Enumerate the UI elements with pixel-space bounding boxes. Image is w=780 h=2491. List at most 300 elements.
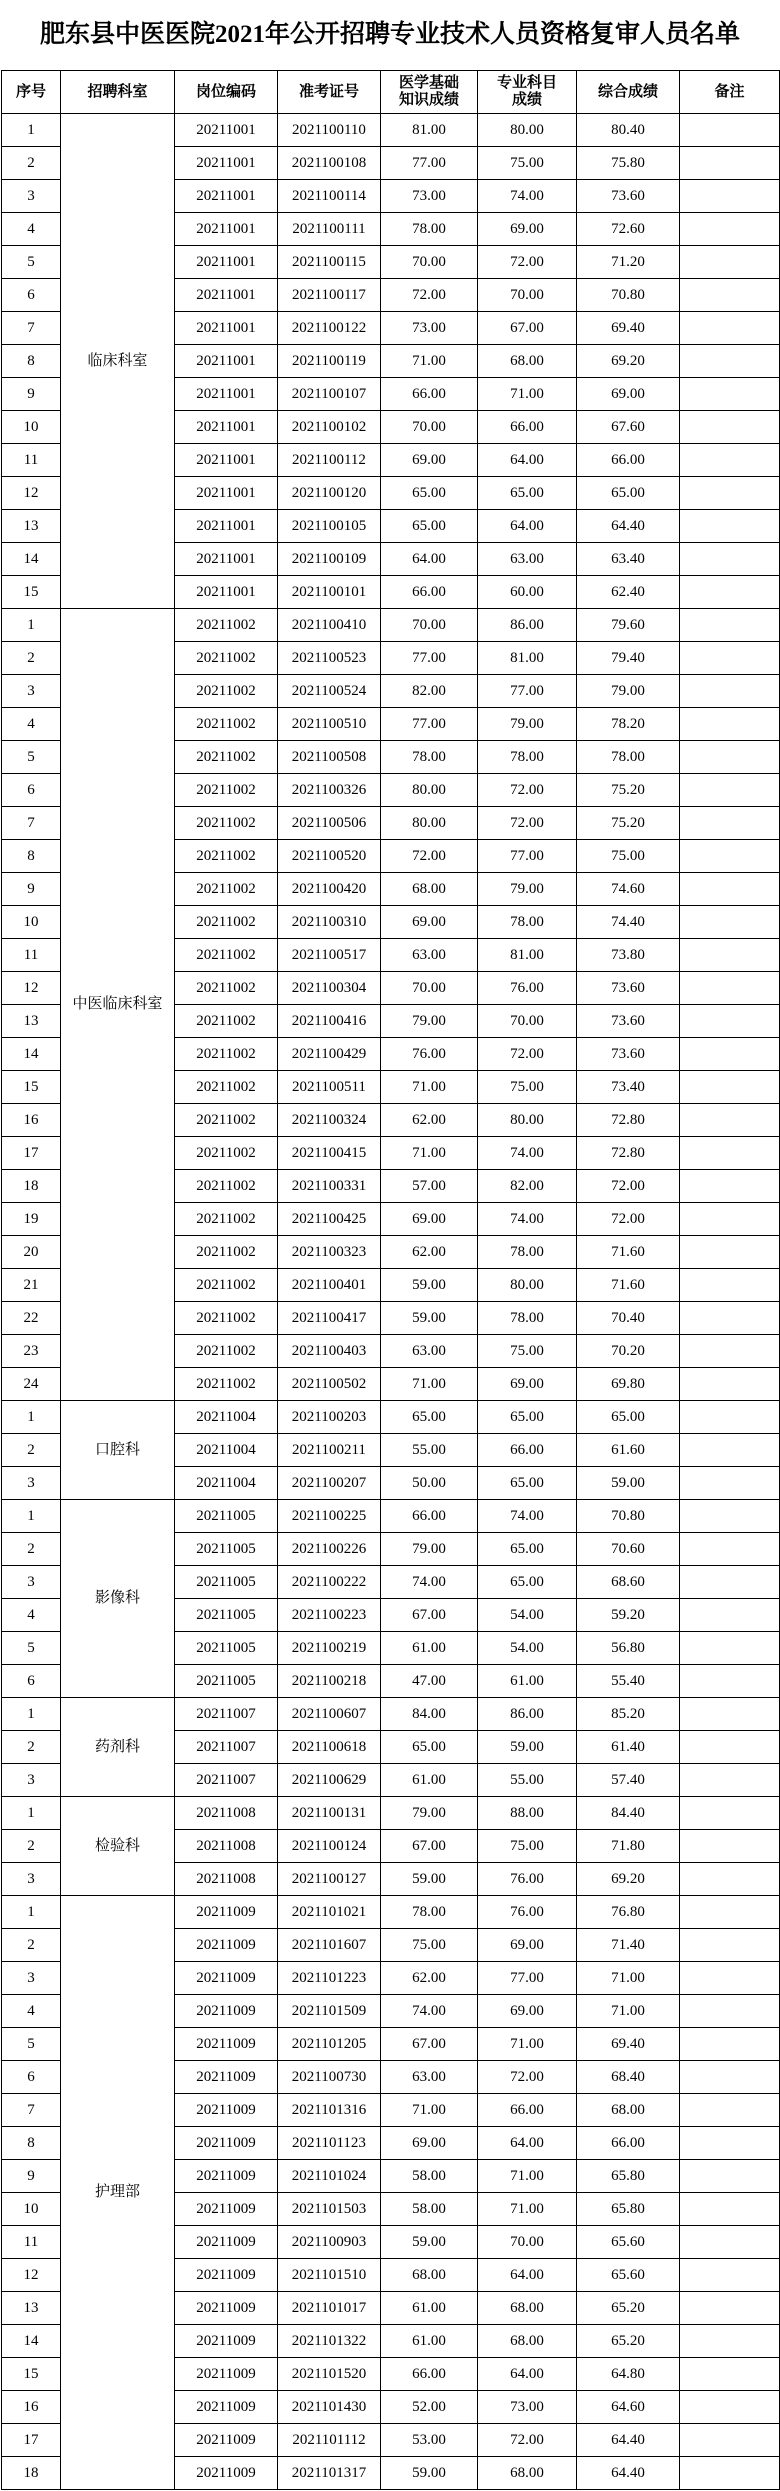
cell-major-score: 74.00 bbox=[478, 1500, 577, 1533]
cell-post-code: 20211009 bbox=[175, 2424, 278, 2457]
cell-exam-number: 2021100124 bbox=[278, 1830, 381, 1863]
cell-index: 22 bbox=[2, 1302, 61, 1335]
cell-remark bbox=[680, 2391, 780, 2424]
cell-exam-number: 2021101322 bbox=[278, 2325, 381, 2358]
cell-post-code: 20211009 bbox=[175, 2160, 278, 2193]
cell-major-score: 69.00 bbox=[478, 1368, 577, 1401]
cell-exam-number: 2021100523 bbox=[278, 642, 381, 675]
cell-index: 7 bbox=[2, 807, 61, 840]
cell-index: 19 bbox=[2, 1203, 61, 1236]
cell-total-score: 84.40 bbox=[577, 1797, 680, 1830]
cell-basic-score: 79.00 bbox=[381, 1533, 478, 1566]
cell-major-score: 72.00 bbox=[478, 2061, 577, 2094]
cell-basic-score: 61.00 bbox=[381, 2325, 478, 2358]
cell-index: 2 bbox=[2, 1533, 61, 1566]
cell-major-score: 69.00 bbox=[478, 1929, 577, 1962]
cell-index: 6 bbox=[2, 774, 61, 807]
cell-total-score: 69.20 bbox=[577, 1863, 680, 1896]
cell-remark bbox=[680, 1764, 780, 1797]
cell-index: 2 bbox=[2, 147, 61, 180]
cell-basic-score: 67.00 bbox=[381, 2028, 478, 2061]
cell-remark bbox=[680, 1038, 780, 1071]
cell-index: 3 bbox=[2, 675, 61, 708]
cell-remark bbox=[680, 906, 780, 939]
cell-exam-number: 2021100219 bbox=[278, 1632, 381, 1665]
cell-major-score: 72.00 bbox=[478, 807, 577, 840]
cell-remark bbox=[680, 741, 780, 774]
cell-post-code: 20211009 bbox=[175, 2325, 278, 2358]
cell-major-score: 73.00 bbox=[478, 2391, 577, 2424]
cell-basic-score: 76.00 bbox=[381, 1038, 478, 1071]
cell-major-score: 81.00 bbox=[478, 939, 577, 972]
cell-basic-score: 71.00 bbox=[381, 1137, 478, 1170]
cell-major-score: 68.00 bbox=[478, 2325, 577, 2358]
cell-total-score: 67.60 bbox=[577, 411, 680, 444]
cell-basic-score: 71.00 bbox=[381, 2094, 478, 2127]
cell-major-score: 64.00 bbox=[478, 2358, 577, 2391]
cell-exam-number: 2021101112 bbox=[278, 2424, 381, 2457]
cell-remark bbox=[680, 2094, 780, 2127]
cell-index: 18 bbox=[2, 1170, 61, 1203]
cell-post-code: 20211002 bbox=[175, 807, 278, 840]
table-row bbox=[2, 1896, 780, 1929]
cell-index: 12 bbox=[2, 2259, 61, 2292]
cell-exam-number: 2021101430 bbox=[278, 2391, 381, 2424]
cell-remark bbox=[680, 1896, 780, 1929]
cell-post-code: 20211002 bbox=[175, 1170, 278, 1203]
cell-index: 13 bbox=[2, 510, 61, 543]
cell-exam-number: 2021100425 bbox=[278, 1203, 381, 1236]
cell-major-score: 76.00 bbox=[478, 1863, 577, 1896]
cell-total-score: 59.20 bbox=[577, 1599, 680, 1632]
cell-major-score: 60.00 bbox=[478, 576, 577, 609]
cell-index: 1 bbox=[2, 1401, 61, 1434]
cell-post-code: 20211007 bbox=[175, 1698, 278, 1731]
cell-index: 4 bbox=[2, 1599, 61, 1632]
cell-total-score: 65.20 bbox=[577, 2325, 680, 2358]
cell-major-score: 78.00 bbox=[478, 1236, 577, 1269]
cell-post-code: 20211009 bbox=[175, 1896, 278, 1929]
cell-total-score: 75.20 bbox=[577, 774, 680, 807]
cell-exam-number: 2021100114 bbox=[278, 180, 381, 213]
col-header-department: 招聘科室 bbox=[61, 71, 175, 114]
cell-major-score: 86.00 bbox=[478, 609, 577, 642]
cell-exam-number: 2021101017 bbox=[278, 2292, 381, 2325]
cell-total-score: 55.40 bbox=[577, 1665, 680, 1698]
cell-total-score: 69.40 bbox=[577, 312, 680, 345]
cell-exam-number: 2021100508 bbox=[278, 741, 381, 774]
cell-total-score: 64.40 bbox=[577, 2457, 680, 2490]
cell-basic-score: 73.00 bbox=[381, 180, 478, 213]
cell-exam-number: 2021100211 bbox=[278, 1434, 381, 1467]
cell-basic-score: 69.00 bbox=[381, 2127, 478, 2160]
cell-post-code: 20211004 bbox=[175, 1401, 278, 1434]
cell-exam-number: 2021100119 bbox=[278, 345, 381, 378]
cell-exam-number: 2021101520 bbox=[278, 2358, 381, 2391]
cell-post-code: 20211009 bbox=[175, 2226, 278, 2259]
col-header-index: 序号 bbox=[2, 71, 61, 114]
cell-exam-number: 2021100506 bbox=[278, 807, 381, 840]
cell-total-score: 62.40 bbox=[577, 576, 680, 609]
cell-remark bbox=[680, 1533, 780, 1566]
cell-total-score: 63.40 bbox=[577, 543, 680, 576]
cell-major-score: 79.00 bbox=[478, 708, 577, 741]
cell-basic-score: 75.00 bbox=[381, 1929, 478, 1962]
cell-major-score: 75.00 bbox=[478, 1335, 577, 1368]
cell-post-code: 20211002 bbox=[175, 1005, 278, 1038]
cell-total-score: 78.00 bbox=[577, 741, 680, 774]
cell-post-code: 20211009 bbox=[175, 2457, 278, 2490]
cell-total-score: 72.00 bbox=[577, 1170, 680, 1203]
cell-remark bbox=[680, 1566, 780, 1599]
cell-major-score: 72.00 bbox=[478, 246, 577, 279]
cell-remark bbox=[680, 1665, 780, 1698]
cell-total-score: 61.40 bbox=[577, 1731, 680, 1764]
col-header-exam-number: 准考证号 bbox=[278, 71, 381, 114]
cell-index: 10 bbox=[2, 2193, 61, 2226]
cell-post-code: 20211004 bbox=[175, 1434, 278, 1467]
cell-major-score: 75.00 bbox=[478, 147, 577, 180]
cell-major-score: 72.00 bbox=[478, 774, 577, 807]
cell-basic-score: 68.00 bbox=[381, 873, 478, 906]
cell-basic-score: 68.00 bbox=[381, 2259, 478, 2292]
cell-post-code: 20211001 bbox=[175, 180, 278, 213]
cell-total-score: 73.80 bbox=[577, 939, 680, 972]
cell-remark bbox=[680, 675, 780, 708]
cell-total-score: 73.60 bbox=[577, 180, 680, 213]
cell-index: 17 bbox=[2, 1137, 61, 1170]
cell-remark bbox=[680, 642, 780, 675]
cell-major-score: 59.00 bbox=[478, 1731, 577, 1764]
cell-post-code: 20211005 bbox=[175, 1632, 278, 1665]
cell-index: 15 bbox=[2, 2358, 61, 2391]
cell-major-score: 65.00 bbox=[478, 1401, 577, 1434]
cell-basic-score: 65.00 bbox=[381, 1731, 478, 1764]
cell-basic-score: 80.00 bbox=[381, 774, 478, 807]
cell-index: 23 bbox=[2, 1335, 61, 1368]
cell-post-code: 20211002 bbox=[175, 609, 278, 642]
cell-index: 17 bbox=[2, 2424, 61, 2457]
cell-exam-number: 2021100122 bbox=[278, 312, 381, 345]
cell-exam-number: 2021100203 bbox=[278, 1401, 381, 1434]
cell-total-score: 57.40 bbox=[577, 1764, 680, 1797]
cell-index: 6 bbox=[2, 2061, 61, 2094]
cell-basic-score: 62.00 bbox=[381, 1236, 478, 1269]
cell-basic-score: 65.00 bbox=[381, 1401, 478, 1434]
cell-total-score: 79.00 bbox=[577, 675, 680, 708]
cell-post-code: 20211009 bbox=[175, 1995, 278, 2028]
cell-major-score: 64.00 bbox=[478, 510, 577, 543]
cell-index: 8 bbox=[2, 345, 61, 378]
cell-major-score: 72.00 bbox=[478, 1038, 577, 1071]
cell-index: 5 bbox=[2, 2028, 61, 2061]
cell-major-score: 77.00 bbox=[478, 1962, 577, 1995]
cell-exam-number: 2021101021 bbox=[278, 1896, 381, 1929]
cell-total-score: 68.60 bbox=[577, 1566, 680, 1599]
cell-total-score: 72.80 bbox=[577, 1137, 680, 1170]
cell-exam-number: 2021100903 bbox=[278, 2226, 381, 2259]
cell-department: 护理部 bbox=[61, 1896, 175, 2490]
cell-major-score: 70.00 bbox=[478, 1005, 577, 1038]
cell-post-code: 20211001 bbox=[175, 279, 278, 312]
cell-remark bbox=[680, 1335, 780, 1368]
cell-basic-score: 58.00 bbox=[381, 2193, 478, 2226]
cell-post-code: 20211009 bbox=[175, 1962, 278, 1995]
cell-remark bbox=[680, 708, 780, 741]
cell-basic-score: 55.00 bbox=[381, 1434, 478, 1467]
cell-remark bbox=[680, 543, 780, 576]
cell-exam-number: 2021101607 bbox=[278, 1929, 381, 1962]
cell-basic-score: 62.00 bbox=[381, 1962, 478, 1995]
cell-major-score: 74.00 bbox=[478, 1137, 577, 1170]
cell-exam-number: 2021100401 bbox=[278, 1269, 381, 1302]
cell-remark bbox=[680, 1929, 780, 1962]
cell-major-score: 71.00 bbox=[478, 2193, 577, 2226]
cell-index: 7 bbox=[2, 2094, 61, 2127]
cell-basic-score: 71.00 bbox=[381, 345, 478, 378]
cell-remark bbox=[680, 1368, 780, 1401]
header-row bbox=[2, 71, 780, 114]
cell-basic-score: 84.00 bbox=[381, 1698, 478, 1731]
cell-post-code: 20211008 bbox=[175, 1797, 278, 1830]
cell-department: 检验科 bbox=[61, 1797, 175, 1896]
cell-remark bbox=[680, 378, 780, 411]
cell-total-score: 73.40 bbox=[577, 1071, 680, 1104]
cell-index: 9 bbox=[2, 873, 61, 906]
cell-basic-score: 57.00 bbox=[381, 1170, 478, 1203]
cell-remark bbox=[680, 1302, 780, 1335]
cell-basic-score: 78.00 bbox=[381, 1896, 478, 1929]
cell-exam-number: 2021100226 bbox=[278, 1533, 381, 1566]
cell-remark bbox=[680, 1005, 780, 1038]
cell-basic-score: 77.00 bbox=[381, 642, 478, 675]
cell-exam-number: 2021100105 bbox=[278, 510, 381, 543]
cell-exam-number: 2021100415 bbox=[278, 1137, 381, 1170]
cell-post-code: 20211009 bbox=[175, 2028, 278, 2061]
cell-remark bbox=[680, 1401, 780, 1434]
cell-major-score: 80.00 bbox=[478, 1104, 577, 1137]
cell-total-score: 69.20 bbox=[577, 345, 680, 378]
cell-post-code: 20211005 bbox=[175, 1665, 278, 1698]
cell-remark bbox=[680, 1170, 780, 1203]
cell-total-score: 75.00 bbox=[577, 840, 680, 873]
cell-major-score: 54.00 bbox=[478, 1599, 577, 1632]
cell-major-score: 76.00 bbox=[478, 972, 577, 1005]
cell-major-score: 75.00 bbox=[478, 1071, 577, 1104]
cell-total-score: 68.00 bbox=[577, 2094, 680, 2127]
cell-basic-score: 62.00 bbox=[381, 1104, 478, 1137]
cell-basic-score: 63.00 bbox=[381, 1335, 478, 1368]
cell-basic-score: 67.00 bbox=[381, 1599, 478, 1632]
cell-basic-score: 78.00 bbox=[381, 741, 478, 774]
cell-major-score: 71.00 bbox=[478, 378, 577, 411]
cell-remark bbox=[680, 1830, 780, 1863]
cell-basic-score: 59.00 bbox=[381, 2457, 478, 2490]
cell-exam-number: 2021100331 bbox=[278, 1170, 381, 1203]
cell-basic-score: 70.00 bbox=[381, 609, 478, 642]
cell-post-code: 20211001 bbox=[175, 147, 278, 180]
cell-index: 12 bbox=[2, 972, 61, 1005]
cell-basic-score: 53.00 bbox=[381, 2424, 478, 2457]
cell-total-score: 70.20 bbox=[577, 1335, 680, 1368]
cell-total-score: 71.20 bbox=[577, 246, 680, 279]
cell-basic-score: 65.00 bbox=[381, 510, 478, 543]
cell-index: 4 bbox=[2, 1995, 61, 2028]
cell-total-score: 70.80 bbox=[577, 1500, 680, 1533]
cell-remark bbox=[680, 246, 780, 279]
cell-post-code: 20211002 bbox=[175, 1236, 278, 1269]
cell-total-score: 79.40 bbox=[577, 642, 680, 675]
cell-total-score: 71.00 bbox=[577, 1962, 680, 1995]
cell-remark bbox=[680, 2226, 780, 2259]
cell-remark bbox=[680, 609, 780, 642]
cell-total-score: 74.40 bbox=[577, 906, 680, 939]
cell-total-score: 73.60 bbox=[577, 1038, 680, 1071]
cell-basic-score: 63.00 bbox=[381, 939, 478, 972]
cell-basic-score: 47.00 bbox=[381, 1665, 478, 1698]
cell-total-score: 65.20 bbox=[577, 2292, 680, 2325]
cell-major-score: 71.00 bbox=[478, 2160, 577, 2193]
cell-exam-number: 2021101509 bbox=[278, 1995, 381, 2028]
cell-index: 14 bbox=[2, 543, 61, 576]
cell-major-score: 78.00 bbox=[478, 741, 577, 774]
cell-total-score: 66.00 bbox=[577, 2127, 680, 2160]
cell-remark bbox=[680, 1698, 780, 1731]
cell-index: 13 bbox=[2, 1005, 61, 1038]
cell-remark bbox=[680, 2193, 780, 2226]
cell-exam-number: 2021100310 bbox=[278, 906, 381, 939]
cell-remark bbox=[680, 345, 780, 378]
cell-major-score: 68.00 bbox=[478, 2457, 577, 2490]
cell-major-score: 65.00 bbox=[478, 1533, 577, 1566]
cell-major-score: 70.00 bbox=[478, 279, 577, 312]
cell-major-score: 80.00 bbox=[478, 114, 577, 147]
cell-major-score: 66.00 bbox=[478, 1434, 577, 1467]
cell-post-code: 20211009 bbox=[175, 2358, 278, 2391]
cell-major-score: 54.00 bbox=[478, 1632, 577, 1665]
cell-exam-number: 2021100207 bbox=[278, 1467, 381, 1500]
cell-post-code: 20211002 bbox=[175, 675, 278, 708]
cell-exam-number: 2021100108 bbox=[278, 147, 381, 180]
table-row bbox=[2, 1500, 780, 1533]
cell-total-score: 68.40 bbox=[577, 2061, 680, 2094]
cell-index: 8 bbox=[2, 840, 61, 873]
cell-post-code: 20211001 bbox=[175, 477, 278, 510]
cell-index: 5 bbox=[2, 1632, 61, 1665]
cell-remark bbox=[680, 147, 780, 180]
cell-post-code: 20211001 bbox=[175, 246, 278, 279]
cell-remark bbox=[680, 444, 780, 477]
cell-index: 12 bbox=[2, 477, 61, 510]
cell-total-score: 85.20 bbox=[577, 1698, 680, 1731]
cell-post-code: 20211001 bbox=[175, 378, 278, 411]
col-header-major-score-label: 专业科目成绩 bbox=[497, 75, 558, 108]
cell-remark bbox=[680, 312, 780, 345]
cell-post-code: 20211008 bbox=[175, 1863, 278, 1896]
cell-remark bbox=[680, 1962, 780, 1995]
cell-exam-number: 2021100225 bbox=[278, 1500, 381, 1533]
cell-remark bbox=[680, 2259, 780, 2292]
cell-basic-score: 63.00 bbox=[381, 2061, 478, 2094]
cell-total-score: 76.80 bbox=[577, 1896, 680, 1929]
cell-remark bbox=[680, 2325, 780, 2358]
cell-major-score: 74.00 bbox=[478, 1203, 577, 1236]
cell-index: 18 bbox=[2, 2457, 61, 2490]
cell-remark bbox=[680, 1500, 780, 1533]
cell-basic-score: 59.00 bbox=[381, 2226, 478, 2259]
cell-major-score: 70.00 bbox=[478, 2226, 577, 2259]
table-row bbox=[2, 114, 780, 147]
cell-remark bbox=[680, 510, 780, 543]
cell-major-score: 69.00 bbox=[478, 213, 577, 246]
cell-major-score: 61.00 bbox=[478, 1665, 577, 1698]
cell-exam-number: 2021101123 bbox=[278, 2127, 381, 2160]
cell-major-score: 55.00 bbox=[478, 1764, 577, 1797]
cell-exam-number: 2021101205 bbox=[278, 2028, 381, 2061]
cell-index: 1 bbox=[2, 1500, 61, 1533]
cell-index: 11 bbox=[2, 444, 61, 477]
cell-index: 2 bbox=[2, 1731, 61, 1764]
cell-basic-score: 73.00 bbox=[381, 312, 478, 345]
cell-index: 14 bbox=[2, 1038, 61, 1071]
cell-exam-number: 2021101316 bbox=[278, 2094, 381, 2127]
cell-index: 5 bbox=[2, 741, 61, 774]
cell-basic-score: 66.00 bbox=[381, 378, 478, 411]
cell-remark bbox=[680, 1434, 780, 1467]
cell-remark bbox=[680, 807, 780, 840]
cell-post-code: 20211002 bbox=[175, 906, 278, 939]
cell-exam-number: 2021100117 bbox=[278, 279, 381, 312]
cell-major-score: 77.00 bbox=[478, 675, 577, 708]
cell-post-code: 20211005 bbox=[175, 1566, 278, 1599]
cell-total-score: 72.80 bbox=[577, 1104, 680, 1137]
cell-index: 14 bbox=[2, 2325, 61, 2358]
cell-basic-score: 74.00 bbox=[381, 1995, 478, 2028]
cell-post-code: 20211002 bbox=[175, 873, 278, 906]
cell-index: 3 bbox=[2, 180, 61, 213]
cell-exam-number: 2021100417 bbox=[278, 1302, 381, 1335]
cell-index: 15 bbox=[2, 576, 61, 609]
cell-post-code: 20211002 bbox=[175, 1137, 278, 1170]
cell-index: 6 bbox=[2, 279, 61, 312]
cell-remark bbox=[680, 774, 780, 807]
cell-basic-score: 64.00 bbox=[381, 543, 478, 576]
cell-index: 3 bbox=[2, 1467, 61, 1500]
cell-remark bbox=[680, 1236, 780, 1269]
cell-exam-number: 2021100403 bbox=[278, 1335, 381, 1368]
cell-post-code: 20211001 bbox=[175, 444, 278, 477]
cell-remark bbox=[680, 2160, 780, 2193]
cell-remark bbox=[680, 840, 780, 873]
cell-exam-number: 2021101223 bbox=[278, 1962, 381, 1995]
cell-total-score: 65.60 bbox=[577, 2226, 680, 2259]
cell-index: 10 bbox=[2, 411, 61, 444]
cell-post-code: 20211002 bbox=[175, 972, 278, 1005]
table-row bbox=[2, 1797, 780, 1830]
cell-basic-score: 82.00 bbox=[381, 675, 478, 708]
cell-index: 1 bbox=[2, 1797, 61, 1830]
cell-exam-number: 2021100223 bbox=[278, 1599, 381, 1632]
cell-exam-number: 2021101503 bbox=[278, 2193, 381, 2226]
cell-basic-score: 67.00 bbox=[381, 1830, 478, 1863]
cell-major-score: 69.00 bbox=[478, 1995, 577, 2028]
cell-post-code: 20211002 bbox=[175, 1269, 278, 1302]
cell-total-score: 64.40 bbox=[577, 510, 680, 543]
cell-basic-score: 50.00 bbox=[381, 1467, 478, 1500]
cell-basic-score: 52.00 bbox=[381, 2391, 478, 2424]
cell-major-score: 78.00 bbox=[478, 906, 577, 939]
col-header-total-score: 综合成绩 bbox=[577, 71, 680, 114]
